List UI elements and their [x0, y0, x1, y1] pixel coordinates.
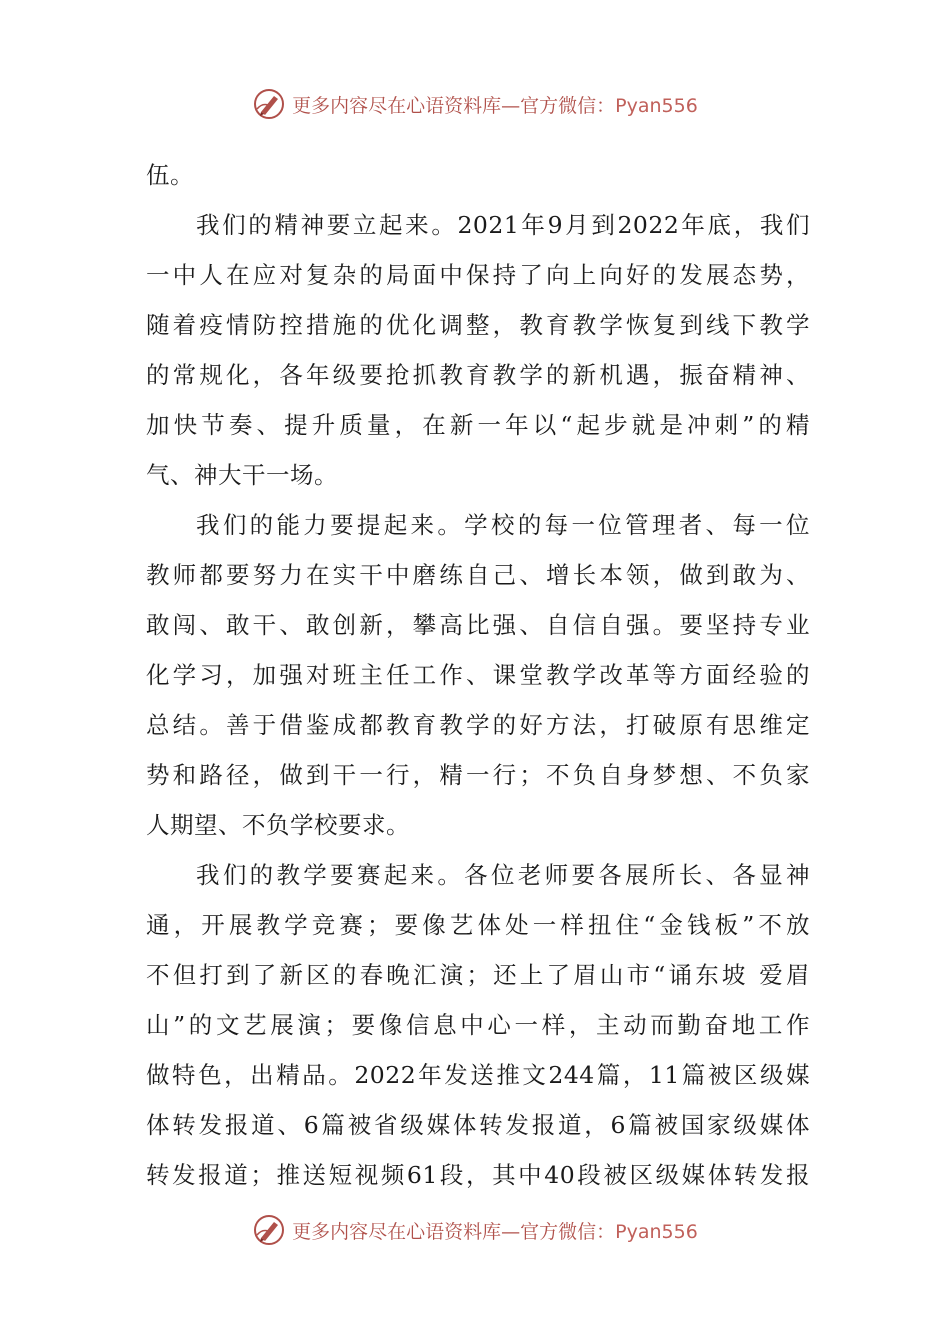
- text-line: 势和路径，做到干一行，精一行；不负自身梦想、不负家: [146, 761, 810, 789]
- document-body: [146, 150, 810, 1200]
- paragraph-first-line: 我们的教学要赛起来。各位老师要各展所长、各显神: [196, 861, 810, 889]
- text-line: 随着疫情防控措施的优化调整，教育教学恢复到线下教学: [146, 311, 810, 339]
- text-line: 不但打到了新区的春晚汇演；还上了眉山市“诵东坡 爱眉: [146, 961, 810, 989]
- header-wechat-id: Pyan556: [615, 94, 698, 117]
- text-line: 一中人在应对复杂的局面中保持了向上向好的发展态势，: [146, 261, 810, 289]
- text-line: 体转发报道、6篇被省级媒体转发报道，6篇被国家级媒体: [146, 1111, 810, 1139]
- text-line: 气、神大干一场。: [146, 461, 338, 489]
- text-line: 转发报道；推送短视频61段，其中40段被区级媒体转发报: [146, 1161, 810, 1189]
- footer-watermark-banner: [0, 1210, 950, 1250]
- footer-wechat-id: Pyan556: [615, 1220, 698, 1243]
- text-line: 伍。: [146, 161, 194, 189]
- text-line: 教师都要努力在实干中磨练自己、增长本领，做到敢为、: [146, 561, 810, 589]
- paragraph-first-line: 我们的精神要立起来。2021年9月到2022年底，我们: [196, 211, 810, 239]
- text-line: 通，开展教学竞赛；要像艺体处一样扭住“金钱板”不放: [146, 911, 810, 939]
- header-watermark-banner: [0, 84, 950, 124]
- paragraph-first-line: 我们的能力要提起来。学校的每一位管理者、每一位: [196, 511, 810, 539]
- header-banner-text: 更多内容尽在心语资料库—官方微信：Pyan556: [292, 94, 698, 117]
- text-line: 的常规化，各年级要抢抓教育教学的新机遇，振奋精神、: [146, 361, 810, 389]
- text-line: 总结。善于借鉴成都教育教学的好方法，打破原有思维定: [146, 711, 810, 739]
- text-line: 加快节奏、提升质量，在新一年以“起步就是冲刺”的精: [146, 411, 810, 439]
- text-line: 做特色，出精品。2022年发送推文244篇，11篇被区级媒: [146, 1061, 810, 1089]
- text-line: 敢闯、敢干、敢创新，攀高比强、自信自强。要坚持专业: [146, 611, 810, 639]
- pen-logo-icon: [252, 87, 286, 121]
- pen-logo-icon: [252, 1213, 286, 1247]
- footer-banner-text: 更多内容尽在心语资料库—官方微信：Pyan556: [292, 1220, 698, 1243]
- text-line: 人期望、不负学校要求。: [146, 811, 410, 839]
- text-line: 化学习，加强对班主任工作、课堂教学改革等方面经验的: [146, 661, 810, 689]
- text-line: 山”的文艺展演；要像信息中心一样，主动而勤奋地工作: [146, 1011, 810, 1039]
